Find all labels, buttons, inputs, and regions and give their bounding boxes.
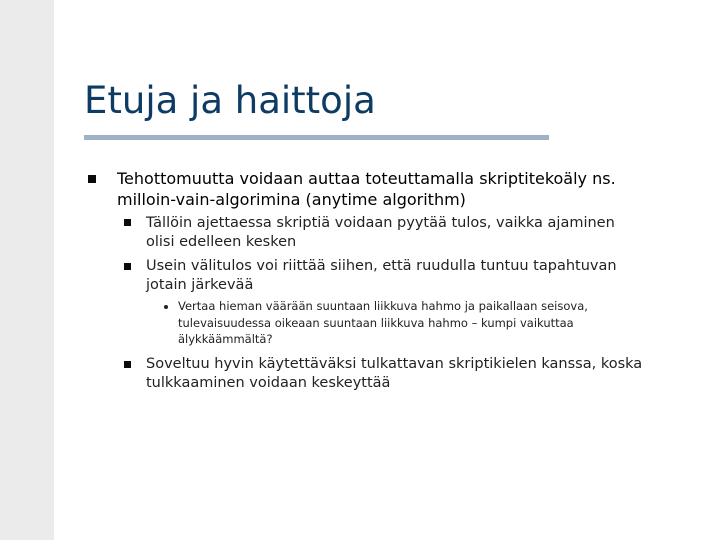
bullet-square-icon	[124, 361, 131, 368]
bullet-1-line-1: Tehottomuutta voidaan auttaa toteuttamalla skriptitekoäly ns.	[117, 169, 616, 188]
sub-bullet-1-line-2: olisi edelleen kesken	[146, 234, 297, 250]
sub-sub-bullet-line-3: älykkäämmältä?	[178, 332, 273, 346]
slide-title: Etuja ja haittoja	[84, 79, 376, 122]
sub-bullet-1-line-1: Tällöin ajettaessa skriptiä voidaan pyytää tulos, vaikka ajaminen	[146, 215, 615, 231]
title-underline	[84, 135, 549, 140]
bullet-square-icon	[124, 263, 131, 270]
left-decor-band	[0, 0, 54, 540]
sub-bullet-3-line-2: tulkkaaminen voidaan keskeyttää	[146, 375, 391, 391]
sub-bullet-2-line-1: Usein välitulos voi riittää siihen, että ruudulla tuntuu tapahtuvan	[146, 258, 617, 274]
bullet-dot-icon	[164, 305, 168, 309]
bullet-1-line-2: milloin-vain-algorimina (anytime algorithm)	[117, 190, 466, 209]
bullet-square-icon	[124, 219, 131, 226]
bullet-square-icon	[88, 175, 96, 183]
sub-bullet-2-line-2: jotain järkevää	[146, 277, 254, 293]
sub-sub-bullet-line-1: Vertaa hieman väärään suuntaan liikkuva hahmo ja paikallaan seisova,	[178, 299, 588, 313]
sub-sub-bullet-line-2: tulevaisuudessa oikeaan suuntaan liikkuva hahmo – kumpi vaikuttaa	[178, 316, 574, 330]
sub-bullet-3-line-1: Soveltuu hyvin käytettäväksi tulkattavan skriptikielen kanssa, koska	[146, 356, 643, 372]
